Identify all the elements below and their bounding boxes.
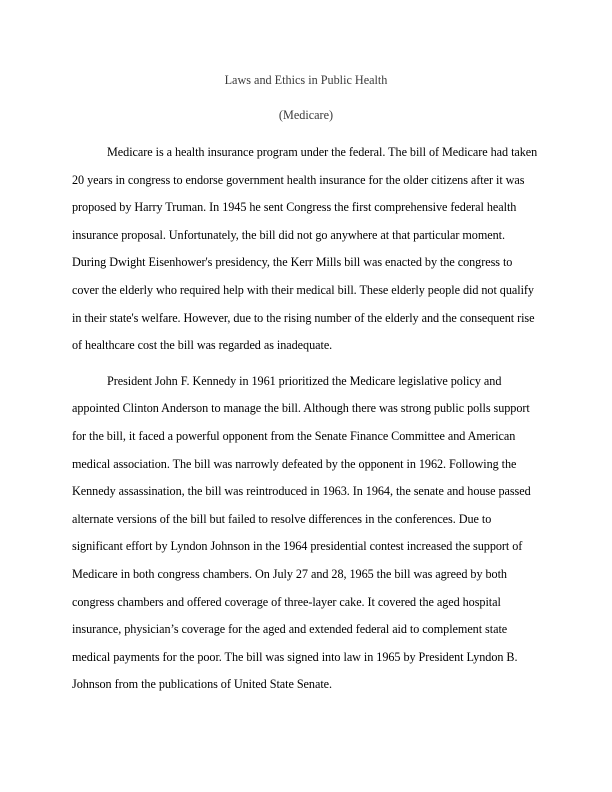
paragraph-line: of healthcare cost the bill was regarded as inadequate. — [72, 338, 333, 353]
document-subtitle: (Medicare) — [278, 108, 334, 122]
paragraph-line: medical association. The bill was narrowly defeated by the opponent in 1962. Following the — [72, 456, 517, 471]
document-title: Laws and Ethics in Public Health — [224, 73, 388, 87]
paragraph-line: insurance, physician’s coverage for the aged and extended federal aid to complement state — [72, 622, 508, 637]
paragraph-line: for the bill, it faced a powerful opponent from the Senate Finance Committee and American — [72, 428, 516, 443]
paragraph-line: congress chambers and offered coverage of three-layer cake. It covered the aged hospital — [72, 594, 501, 609]
paragraph-line: 20 years in congress to endorse government health insurance for the older citizens after it was — [72, 172, 525, 187]
paragraph-line: alternate versions of the bill but failed to resolve differences in the conferences. Due to — [72, 511, 492, 526]
paragraph-line: Kennedy assassination, the bill was reintroduced in 1963. In 1964, the senate and house passed — [72, 484, 531, 499]
paragraph-line: significant effort by Lyndon Johnson in the 1964 presidential contest increased the support of — [72, 539, 523, 554]
paragraph-line: President John F. Kennedy in 1961 prioritized the Medicare legislative policy and — [107, 373, 502, 388]
paragraph-line: in their state's welfare. However, due to the rising number of the elderly and the consequent rise — [72, 310, 535, 325]
document-body — [72, 139, 542, 707]
paragraph-line: appointed Clinton Anderson to manage the bill. Although there was strong public polls support — [72, 401, 530, 416]
paragraph-line: Medicare is a health insurance program under the federal. The bill of Medicare had taken — [107, 145, 538, 159]
paragraph-1 — [72, 139, 542, 360]
paragraph-line: insurance proposal. Unfortunately, the bill did not go anywhere at that particular moment. — [72, 227, 505, 242]
paragraph-line: medical payments for the poor. The bill was signed into law in 1965 by President Lyndon B. — [72, 649, 518, 664]
paragraph-line: proposed by Harry Truman. In 1945 he sent Congress the first comprehensive federal health — [72, 200, 517, 215]
paragraph-line: Medicare in both congress chambers. On July 27 and 28, 1965 the bill was agreed by both — [72, 566, 507, 581]
paragraph-2 — [72, 368, 542, 699]
paragraph-line: cover the elderly who required help with their medical bill. These elderly people did not qualify — [72, 282, 534, 297]
paragraph-line: During Dwight Eisenhower's presidency, the Kerr Mills bill was enacted by the congress to — [72, 255, 513, 270]
paragraph-line: Johnson from the publications of United State Senate. — [72, 677, 333, 692]
